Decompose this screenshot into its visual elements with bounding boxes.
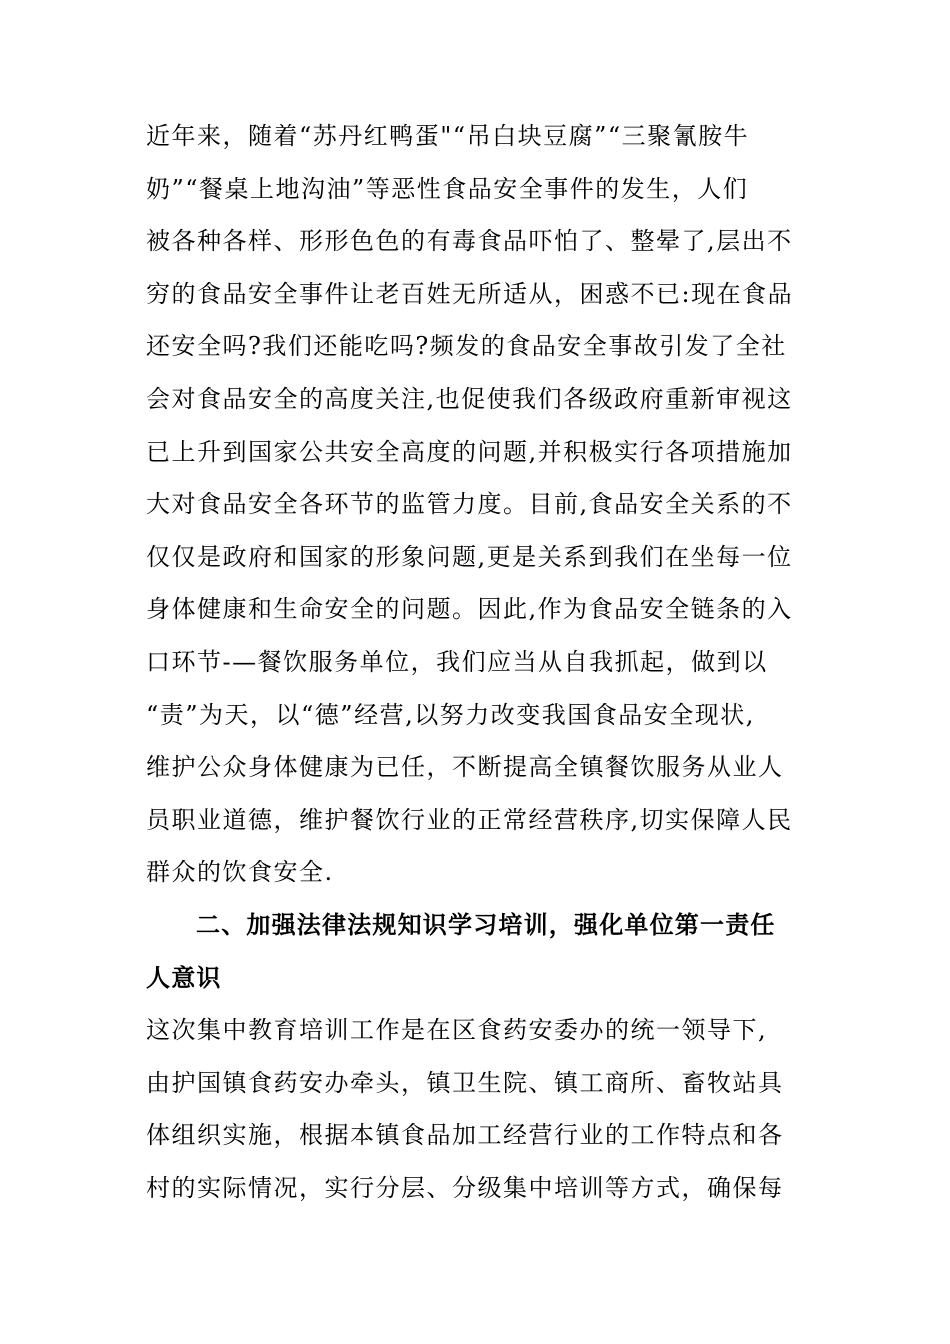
text-line: 村的实际情况，实行分层、分级集中培训等方式，确保每 <box>146 1173 784 1202</box>
paragraph-intro <box>146 110 826 899</box>
text-line: 会对食品安全的高度关注,也促使我们各级政府重新审视这 <box>146 384 793 413</box>
text-line: 还安全吗?我们还能吃吗?频发的食品安全事故引发了全社 <box>146 332 787 361</box>
text-line: 由护国镇食药安办牵头，镇卫生院、镇工商所、畜牧站具 <box>146 1068 784 1097</box>
text-line: 这次集中教育培训工作是在区食药安委办的统一领导下, <box>146 1016 768 1045</box>
text-line: 体组织实施，根据本镇食品加工经营行业的工作特点和各 <box>146 1121 784 1150</box>
heading-line: 人意识 <box>146 963 222 992</box>
text-line: 穷的食品安全事件让老百姓无所适从，困惑不已:现在食品 <box>146 279 794 308</box>
text-line: 员职业道德，维护餐饮行业的正常经营秩序,切实保障人民 <box>146 805 793 834</box>
text-line: 大对食品安全各环节的监管力度。目前,食品安全关系的不 <box>146 490 793 519</box>
text-line: 仅仅是政府和国家的形象问题,更是关系到我们在坐每一位 <box>146 542 793 571</box>
heading-line: 二、加强法律法规知识学习培训，强化单位第一责任 <box>196 910 776 939</box>
text-line: 已上升到国家公共安全高度的问题,并积极实行各项措施加 <box>146 437 793 466</box>
text-line: 群众的饮食安全. <box>146 858 334 887</box>
text-line: 口环节-—餐饮服务单位，我们应当从自我抓起，做到以 <box>146 647 768 676</box>
text-line: 近年来，随着“苏丹红鸭蛋"“吊白块豆腐”“三聚氰胺牛 <box>146 122 750 150</box>
text-line: 被各种各样、形形色色的有毒食品吓怕了、整晕了,层出不 <box>146 227 793 256</box>
document-body <box>146 110 826 1214</box>
text-line: 身体健康和生命安全的问题。因此,作为食品安全链条的入 <box>146 595 793 624</box>
text-line: 维护公众身体健康为已任，不断提高全镇餐饮服务从业人 <box>146 753 784 782</box>
paragraph-training <box>146 1004 826 1214</box>
text-line: “责”为天，以“德”经营,以努力改变我国食品安全现状, <box>146 700 755 729</box>
text-line: 奶”“餐桌上地沟油”等恶性食品安全事件的发生，人们 <box>146 174 749 203</box>
section-heading <box>146 899 826 1004</box>
